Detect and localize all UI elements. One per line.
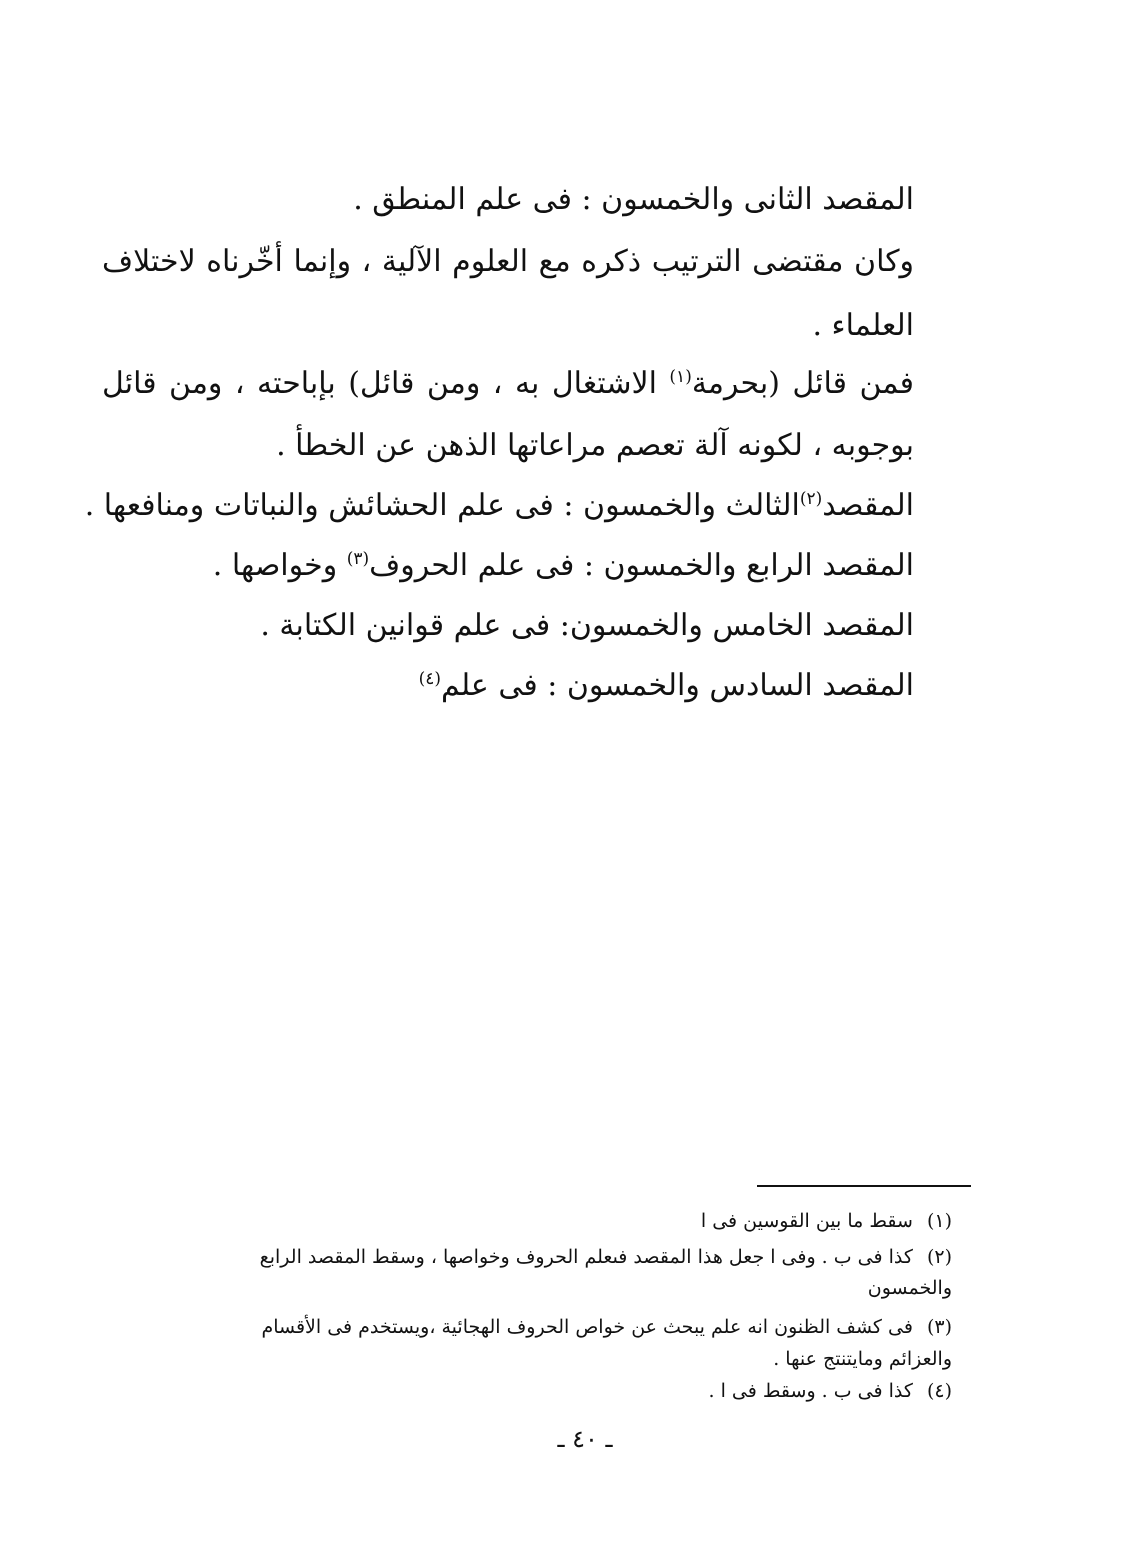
- paragraph-3-line-2: بوجوبه ، لكونه آلة تعصم مراعاتها الذهن عن الخطأ .: [276, 428, 914, 463]
- footnote-ref-4: (٤): [418, 669, 441, 689]
- heading-maqsad-54: المقصد الرابع والخمسون : فى علم الحروف$^{(٣)}$ وخواصها .: [212, 548, 914, 583]
- heading-maqsad-53: المقصد$^{(٢)}$الثالث والخمسون : فى علم الحشائش والنباتات ومنافعها .: [84, 488, 914, 523]
- heading-maqsad-55: المقصد الخامس والخمسون: فى علم قوانين الكتابة .: [260, 608, 914, 643]
- paragraph-2-line-1: وكان مقتضى الترتيب ذكره مع العلوم الآلية ، وإنما أخّرناه لاختلاف: [102, 244, 914, 279]
- footnote-2-continuation: والخمسون: [867, 1277, 952, 1299]
- heading-maqsad-56: المقصد السادس والخمسون : فى علم$^{(٤)}$: [418, 668, 914, 703]
- heading-maqsad-52: المقصد الثانى والخمسون : فى علم المنطق .: [353, 182, 914, 217]
- footnote-separator: [757, 1185, 971, 1187]
- footnote-4: (٤)كذا فى ب . وسقط فى ا .: [708, 1380, 952, 1402]
- footnote-ref-2: (٢): [799, 489, 823, 509]
- footnote-1: (١)سقط ما بين القوسين فى ا: [700, 1210, 952, 1232]
- page-number: ـ ٤٠ ـ: [557, 1425, 613, 1453]
- paragraph-2-line-2: العلماء .: [812, 308, 914, 343]
- footnote-ref-1: (١): [669, 367, 692, 387]
- footnote-3: (٣)فى كشف الظنون انه علم يبحث عن خواص الحروف الهجائية ،ويستخدم فى الأقسام: [261, 1316, 952, 1338]
- footnote-ref-3: (٣): [346, 549, 370, 569]
- paragraph-3-line-1: فمن قائل (بحرمة$^{(١)}$ الاشتغال به ، ومن قائل) بإباحته ، ومن قائل: [102, 366, 914, 401]
- footnote-3-continuation: والعزائم ومايتنتج عنها .: [773, 1348, 952, 1370]
- footnote-2: (٢)كذا فى ب . وفى ا جعل هذا المقصد فىعلم الحروف وخواصها ، وسقط المقصد الرابع: [259, 1246, 952, 1268]
